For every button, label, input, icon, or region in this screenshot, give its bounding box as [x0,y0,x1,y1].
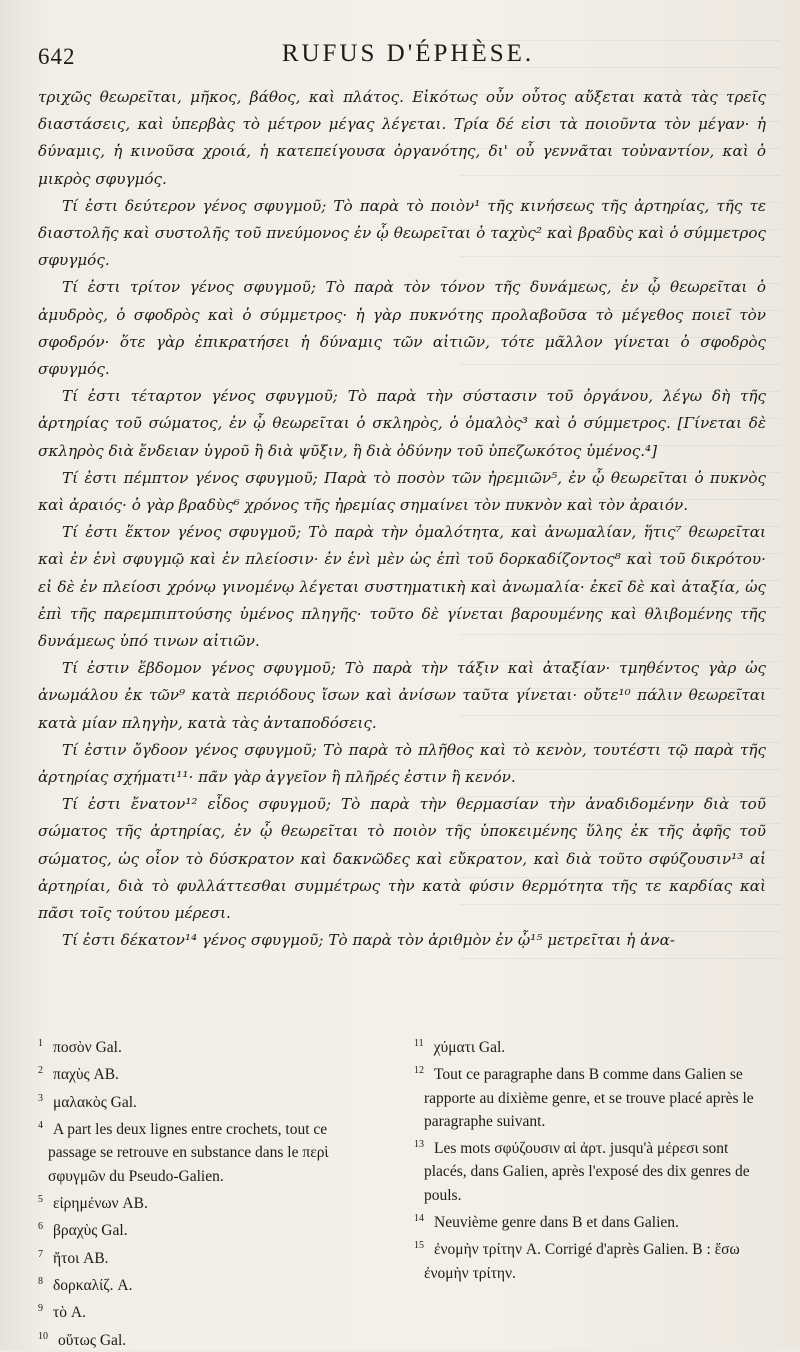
page-header [38,40,778,80]
footnote-text: οὕτως Gal. [58,1331,127,1349]
footnote-text: μαλακὸς Gal. [53,1093,137,1111]
footnote [38,1297,378,1324]
paragraph: Τί ἐστιν ὄγδοον γένος σφυγμοῦ; Τὸ παρὰ τὸ πλῆθος καὶ τὸ κενὸν, τουτέστι τῷ παρὰ τῆς ἀρτηρίας σχήματι¹¹· πᾶν γὰρ ἀγγεῖον ἢ πλῆρές ἐστιν ἢ κενόν. [38,740,766,787]
paragraph: Τί ἐστι πέμπτον γένος σφυγμοῦ; Παρὰ τὸ ποσὸν τῶν ἠρεμιῶν⁵, ἐν ᾧ θεωρεῖται ὁ πυκνὸς καὶ ἀραιός· ὁ γὰρ βραδὺς⁶ χρόνος τῆς ἠρεμίας σημαίνει τὸν πυκνὸν καὶ τὸν ἀραιόν. [38,468,766,515]
footnote [38,1215,378,1242]
footnote [38,1243,378,1270]
footnote-number: 5 [38,1193,43,1205]
footnote [414,1207,764,1234]
footnote-text: ποσὸν Gal. [53,1039,122,1057]
paragraph: Τί ἐστιν ἕβδομον γένος σφυγμοῦ; Τὸ παρὰ τὴν τάξιν καὶ ἀταξίαν· τμηθέντος γὰρ ὡς ἀνωμάλου ἐκ τῶν⁹ κατὰ περιόδους ἴσων καὶ ἀνίσων ταῦτα γίνεται· οὔτε¹⁰ πάλιν θεωρεῖται κατὰ μίαν πληγὴν, κατὰ τὰς ἀνταποδόσεις. [38,659,766,732]
footnote [38,1032,378,1059]
footnote-text: εἰρημένων AB. [53,1195,148,1212]
footnote-text: δορκαλίζ. A. [53,1277,133,1295]
footnote-text: Neuvième genre dans B et dans Galien. [434,1214,679,1232]
footnote-number: 2 [38,1065,43,1077]
footnote-number: 14 [414,1212,424,1224]
footnote [414,1133,764,1207]
footnote-text: ἤτοι AB. [53,1249,109,1267]
main-text [38,84,766,955]
footnote-number: 9 [38,1303,43,1315]
paragraph: Τί ἐστι ἔνατον¹² εἶδος σφυγμοῦ; Τὸ παρὰ τὴν θερμασίαν τὴν ἀναδιδομένην διὰ τοῦ σώματος τῆς ἀρτηρίας, ἐν ᾧ θεωρεῖται τὸ ποιὸν τῆς ὑποκειμένης ὕλης ἐκ τῆς ἀφῆς τοῦ σώματος, ὡς οἷον τὸ δύσκρατον καὶ δακνῶδες καὶ εὔκρατον, καὶ διὰ τοῦτο σφύζουσιν¹³ αἱ ἀρτηρίαι, διὰ τὸ φυλλάττεσθαι συμμέτρως τὴν κατὰ φύσιν θερμότητα τῆς τε καρδίας καὶ πᾶσι τοῖς τούτου μέρεσι. [38,795,766,923]
footnote-text: παχὺς AB. [53,1066,119,1084]
footnote-text: χύματι Gal. [433,1039,506,1057]
footnote-number: 12 [414,1065,424,1077]
footnote-number: 10 [38,1330,48,1342]
paragraph: Τί ἐστι τρίτον γένος σφυγμοῦ; Τὸ παρὰ τὸν τόνον τῆς δυνάμεως, ἐν ᾧ θεωρεῖται ὁ ἀμυδρὸς, ὁ σφοδρὸς καὶ ὁ σύμμετρος· ἡ γὰρ πυκνότης προλαβοῦσα τὸ μέγεθος ποιεῖ τὸν σφοδρόν· ὅτε γὰρ ἐπικρατήσει ἡ δύναμις τῶν αἰτιῶν, τότε μᾶλλον γίνεται ὁ σφοδρὸς σφυγμός. [38,278,766,379]
footnote [38,1114,378,1188]
paragraph: τριχῶς θεωρεῖται, μῆκος, βάθος, καὶ πλάτος. Εἰκότως οὖν οὗτος αὔξεται κατὰ τὰς τρεῖς διαστάσεις, καὶ ὑπερβὰς τὸ μέτρον μέγας λέγεται. Τρία δέ εἰσι τὰ ποιοῦντα τὸν μέγαν· ἡ δύναμις, ἡ κινοῦσα χροιά, ἡ κατεπείγουσα ὀργανότης, δι' οὗ γεννᾶται τοὐναντίον, καὶ ὁ μικρὸς σφυγμός. [38,88,766,188]
footnote-text: Les mots σφύζουσιν αἱ ἀρτ. jusqu'à μέρεσι sont placés, dans Galien, après l'exposé des dix genres de pouls. [424,1140,750,1204]
paragraph: Τί ἐστι δεύτερον γένος σφυγμοῦ; Τὸ παρὰ τὸ ποιὸν¹ τῆς κινήσεως τῆς ἀρτηρίας, τῆς τε διαστολῆς καὶ συστολῆς τοῦ πνεύμονος ἐν ᾧ θεωρεῖται ὁ ταχὺς² καὶ βραδὺς καὶ ὁ σύμμετρος σφυγμός. [38,196,766,270]
footnote [414,1032,764,1059]
paragraph: Τί ἐστι δέκατον¹⁴ γένος σφυγμοῦ; Τὸ παρὰ τὸν ἀριθμὸν ἐν ᾧ¹⁵ μετρεῖται ἡ ἀνα- [62,931,675,950]
footnote-number: 1 [38,1038,43,1049]
footnote-number: 13 [414,1139,424,1151]
footnote-text: Tout ce paragraphe dans B comme dans Galien se rapporte au dixième genre, et se trouve placé après le paragraphe suivant. [424,1066,754,1130]
footnote-text: βραχὺς Gal. [53,1222,128,1240]
footnote-number: 8 [38,1275,43,1287]
page-number: 642 [38,44,76,69]
footnote [38,1270,378,1297]
footnote-number: 15 [414,1240,424,1252]
footnote [38,1059,378,1086]
footnote [414,1059,764,1133]
footnote-number: 6 [38,1221,43,1233]
footnote-number: 3 [38,1092,43,1104]
footnote-text: ἐνομὴν τρίτην A. Corrigé d'après Galien. B : ἔσω ἐνομὴν τρίτην. [424,1241,740,1282]
footnote [414,1234,764,1285]
paragraph: Τί ἐστι τέταρτον γένος σφυγμοῦ; Τὸ παρὰ τὴν σύστασιν τοῦ ὀργάνου, λέγω δὴ τῆς ἀρτηρίας τοῦ σώματος, ἐν ᾧ θεωρεῖται ὁ σκληρὸς, ὁ ὁμαλὸς³ καὶ ὁ σύμμετρος. [Γίνεται δὲ σκληρὸς διὰ ἔνδειαν ὑγροῦ ἢ διὰ ψῦξιν, ἢ διὰ ὀδύνην τοῦ ὑπεζωκότος ὑμένος.⁴] [38,387,766,460]
footnote-number: 11 [414,1038,424,1049]
footnote-text: τὸ A. [53,1304,86,1322]
footnotes-right-column [414,1032,764,1285]
footnote [38,1325,378,1352]
footnote [38,1087,378,1114]
footnote [38,1188,378,1215]
paragraph: Τί ἐστι ἕκτον γένος σφυγμοῦ; Τὸ παρὰ τὴν ὁμαλότητα, καὶ ἀνωμαλίαν, ἥτις⁷ θεωρεῖται καὶ ἐν ἑνὶ σφυγμῷ καὶ ἐν πλείοσιν· ἐν ἑνὶ μὲν ὡς ἐπὶ τοῦ δορκαδίζοντος⁸ καὶ τοῦ δικρότου· εἰ δὲ ἐν πλείοσι χρόνῳ γινομένῳ λέγεται συστηματικὴ καὶ ἀνωμαλία· ἐκεῖ δὲ καὶ ἀταξία, ὡς ἐπὶ τῆς παρεμπιπτούσης ὑμένος πληγῆς· τοῦτο δὲ γίνεται βαρουμένης καὶ θλιβομένης τῆς δυνάμεως ὑπό τινων αἰτιῶν. [38,523,766,651]
footnote-text: A part les deux lignes entre crochets, tout ce passage se retrouve en substance dans le περὶ σφυγμῶν du Pseudo-Galien. [48,1121,329,1185]
footnote-number: 7 [38,1248,43,1260]
footnotes-left-column [38,1032,378,1352]
running-title: RUFUS D'ÉPHÈSE. [281,40,535,67]
footnote-number: 4 [38,1120,43,1132]
